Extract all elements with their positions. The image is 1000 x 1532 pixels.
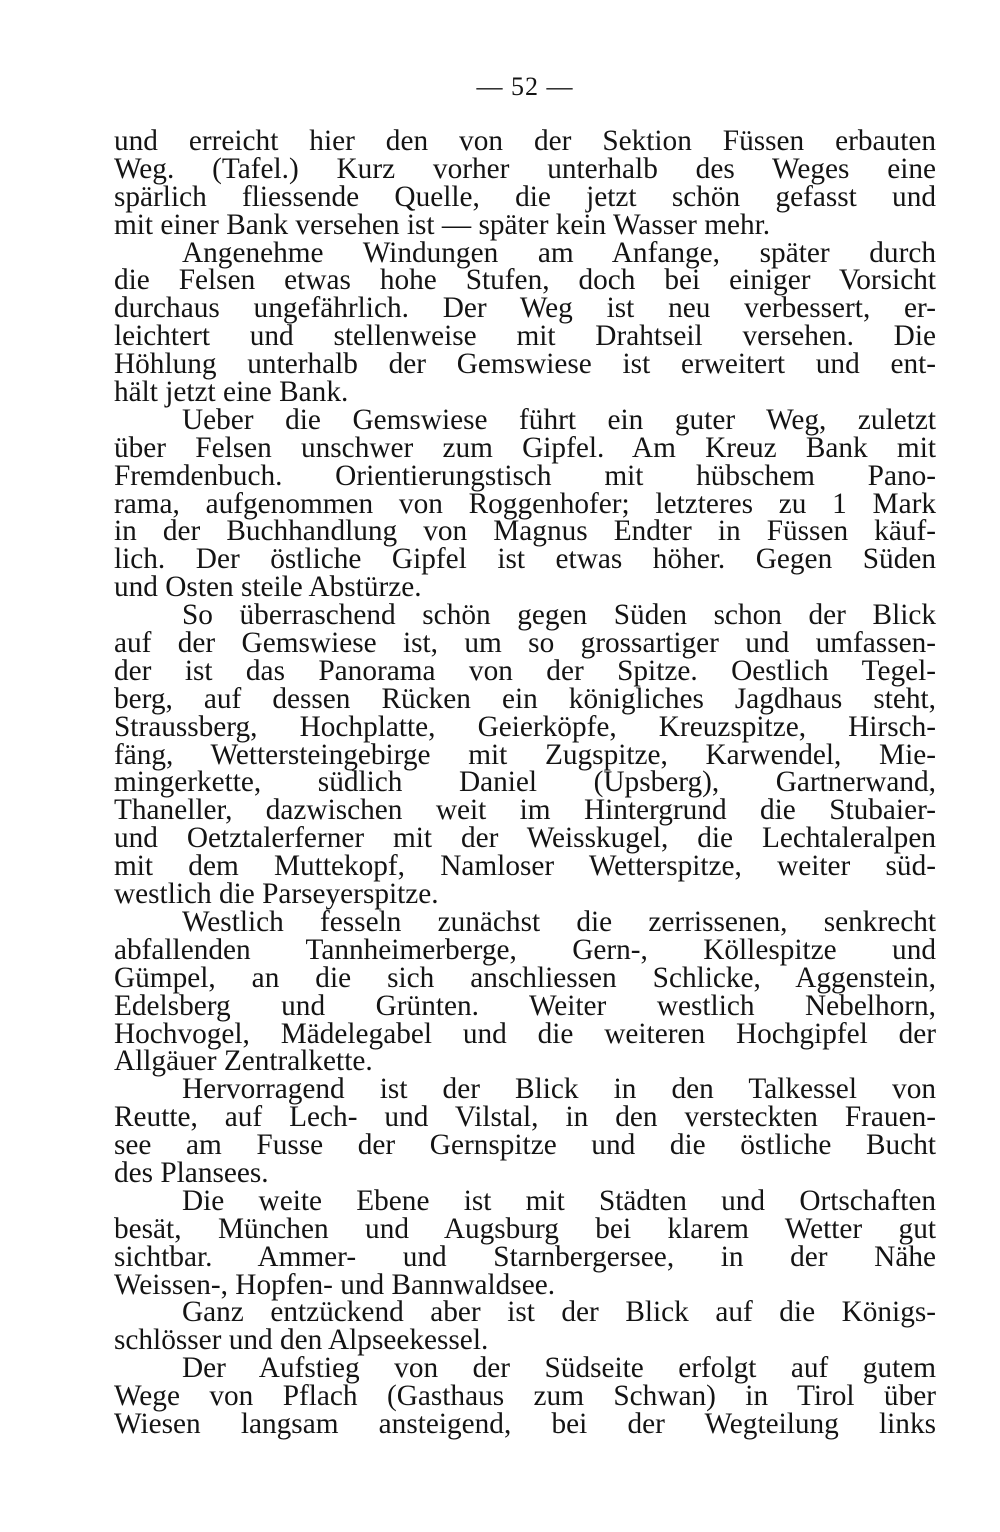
text-line: des Plansees.: [114, 1156, 269, 1189]
text-line: rama, aufgenommen von Roggenhofer; letzteres zu 1 Mark: [114, 487, 936, 520]
text-line: Westlich fesseln zunächst die zerrissenen, senkrecht: [182, 905, 936, 938]
text-line: Straussberg, Hochplatte, Geierköpfe, Kreuzspitze, Hirsch-: [114, 710, 936, 743]
text-line: westlich die Parseyerspitze.: [114, 878, 439, 911]
text-line: durchaus ungefährlich. Der Weg ist neu verbessert, er-: [114, 292, 936, 325]
paragraph: [114, 1296, 936, 1357]
text-line: in der Buchhandlung von Magnus Endter in Füssen käuf-: [114, 515, 936, 548]
text-line: Der Aufstieg von der Südseite erfolgt auf gutem: [182, 1352, 936, 1385]
text-line: der ist das Panorama von der Spitze. Oestlich Tegel-: [114, 654, 936, 687]
text-line: mit dem Muttekopf, Namloser Wetterspitze, weiter süd-: [114, 850, 936, 883]
text-line: Gümpel, an die sich anschliessen Schlicke, Aggenstein,: [114, 961, 936, 994]
body-text: [114, 125, 936, 1440]
text-line: fäng, Wettersteingebirge mit Zugspitze, Karwendel, Mie-: [114, 738, 936, 771]
text-line: Höhlung unterhalb der Gemswiese ist erweitert und ent-: [114, 348, 936, 381]
text-line: Ueber die Gemswiese führt ein guter Weg, zuletzt: [182, 403, 936, 436]
text-line: mit einer Bank versehen ist — später kein Wasser mehr.: [114, 208, 771, 241]
text-line: Fremdenbuch. Orientierungstisch mit hübschem Pano-: [114, 459, 936, 492]
text-line: see am Fusse der Gernspitze und die östliche Bucht: [114, 1129, 936, 1162]
text-line: besät, München und Augsburg bei klarem Wetter gut: [114, 1212, 936, 1245]
text-line: Reutte, auf Lech- und Vilstal, in den versteckten Frauen-: [114, 1101, 936, 1134]
text-line: die Felsen etwas hohe Stufen, doch bei einiger Vorsicht: [114, 264, 936, 297]
text-line: Angenehme Windungen am Anfange, später durch: [182, 236, 936, 269]
text-line: Weg. (Tafel.) Kurz vorher unterhalb des Weges eine: [114, 152, 936, 185]
text-line: mingerkette, südlich Daniel (Upsberg), Gartnerwand,: [114, 766, 936, 799]
paragraph: [114, 236, 936, 409]
text-line: hält jetzt eine Bank.: [114, 376, 349, 409]
paragraph: [114, 1352, 936, 1440]
text-line: Wiesen langsam ansteigend, bei der Wegteilung links: [114, 1407, 936, 1440]
paragraph: [114, 905, 936, 1078]
paragraph: [114, 1184, 936, 1301]
text-line: und Osten steile Abstürze.: [114, 571, 422, 604]
text-line: Thaneller, dazwischen weit im Hintergrund die Stubaier-: [114, 794, 936, 827]
text-line: lich. Der östliche Gipfel ist etwas höher. Gegen Süden: [114, 543, 936, 576]
text-line: Wege von Pflach (Gasthaus zum Schwan) in Tirol über: [114, 1380, 936, 1413]
text-line: und Oetztalerferner mit der Weisskugel, die Lechtaleralpen: [114, 822, 936, 855]
text-line: spärlich fliessende Quelle, die jetzt schön gefasst und: [114, 180, 936, 213]
paragraph: [114, 599, 936, 911]
paragraph: [114, 1073, 936, 1189]
text-line: Allgäuer Zentralkette.: [114, 1045, 373, 1078]
text-line: abfallenden Tannheimerberge, Gern-, Köllespitze und: [114, 933, 936, 966]
text-line: Weissen-, Hopfen- und Bannwaldsee.: [114, 1268, 556, 1301]
text-line: So überraschend schön gegen Süden schon der Blick: [182, 599, 936, 632]
paragraph: [114, 403, 936, 604]
text-line: Ganz entzückend aber ist der Blick auf die Königs-: [182, 1296, 936, 1329]
text-line: auf der Gemswiese ist, um so grossartiger und umfassen-: [114, 627, 936, 660]
text-line: leichtert und stellenweise mit Drahtseil versehen. Die: [114, 320, 936, 353]
text-line: berg, auf dessen Rücken ein königliches Jagdhaus steht,: [114, 682, 936, 715]
paragraph: [114, 125, 936, 241]
text-line: sichtbar. Ammer- und Starnbergersee, in der Nähe: [114, 1240, 936, 1273]
text-line: Edelsberg und Grünten. Weiter westlich Nebelhorn,: [114, 989, 936, 1022]
text-line: Hervorragend ist der Blick in den Talkessel von: [182, 1073, 936, 1106]
text-line: über Felsen unschwer zum Gipfel. Am Kreuz Bank mit: [114, 431, 936, 464]
text-line: Hochvogel, Mädelegabel und die weiteren Hochgipfel der: [114, 1017, 936, 1050]
page-number: — 52 —: [476, 72, 574, 101]
text-line: schlösser und den Alpseekessel.: [114, 1324, 489, 1357]
text-line: und erreicht hier den von der Sektion Füssen erbauten: [114, 125, 936, 157]
text-line: Die weite Ebene ist mit Städten und Ortschaften: [182, 1184, 936, 1217]
